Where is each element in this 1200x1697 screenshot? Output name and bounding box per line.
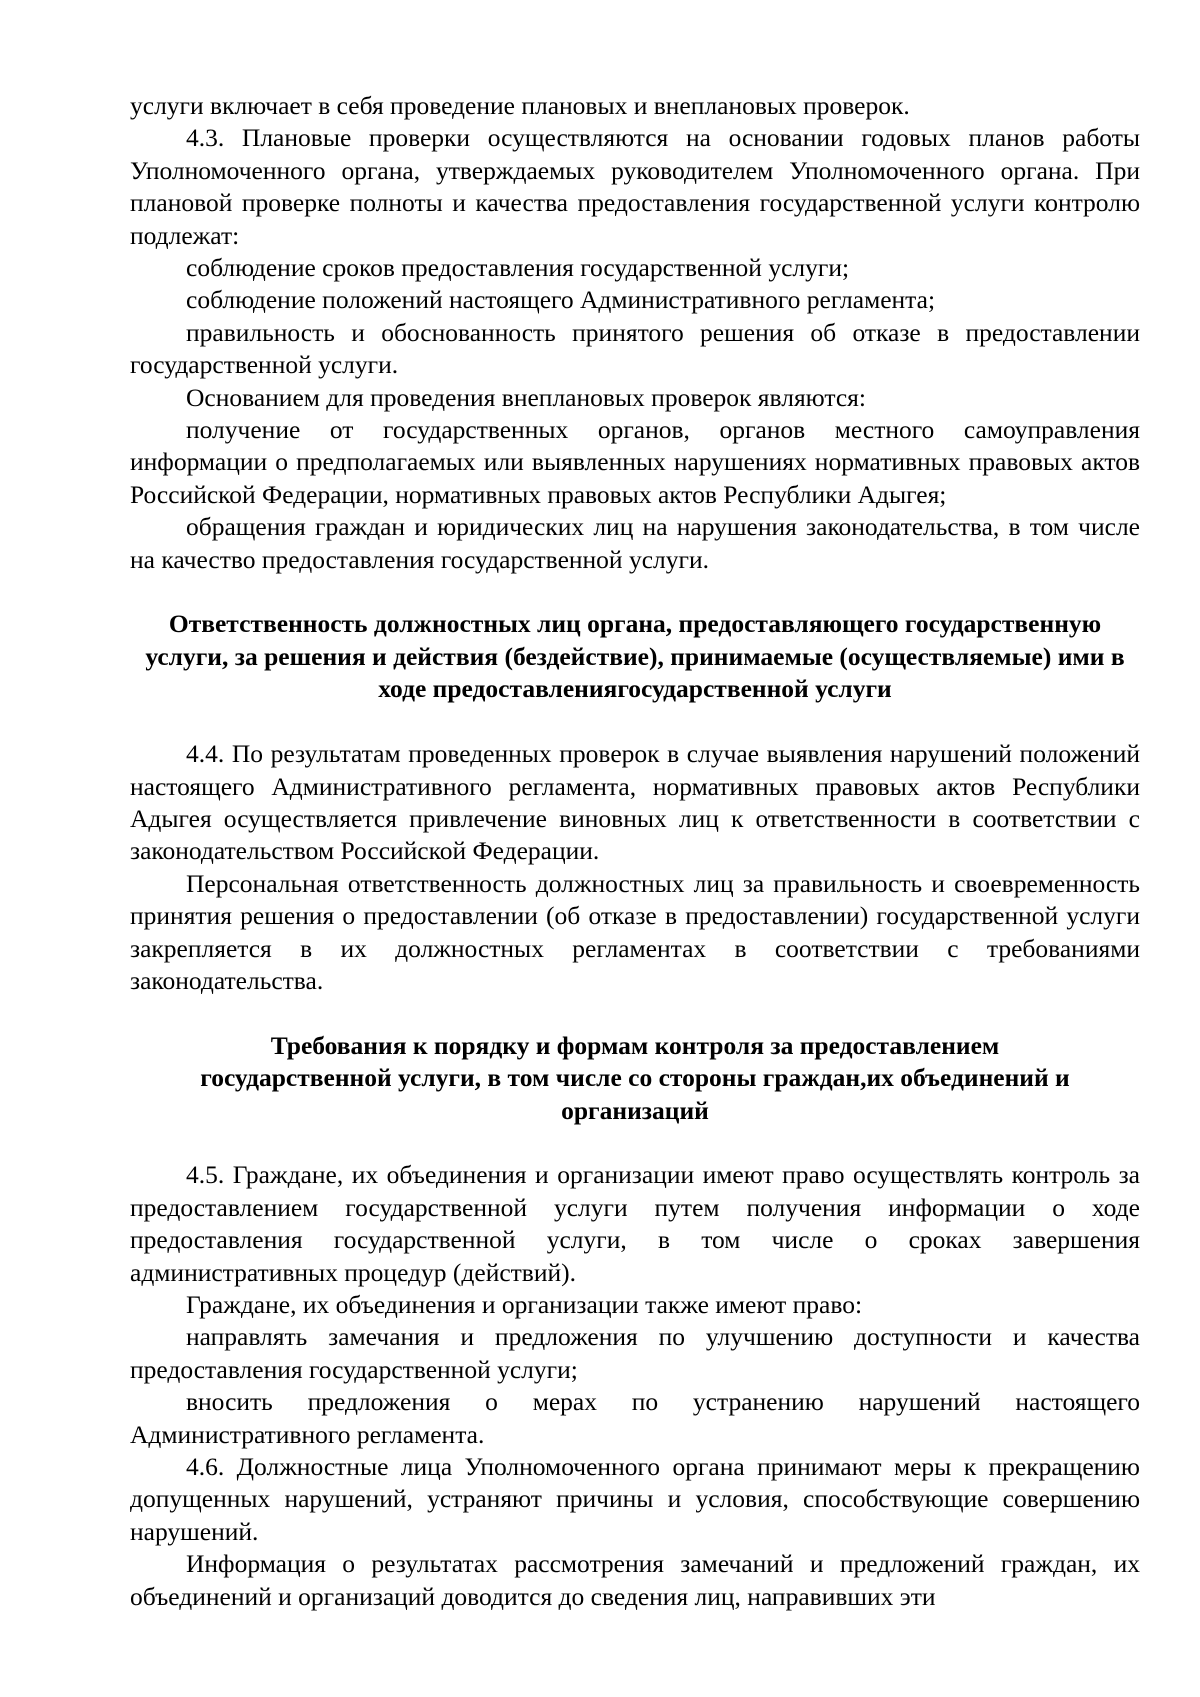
paragraph-personal-responsibility: Персональная ответственность должностных лиц за правильность и своевременность принятия решения о предоставлении (об отказе в предоставлении) государственной услуги закрепляется в их должностных регламентах в соответствии с требованиями законодательства. (130, 868, 1140, 995)
spacer (130, 997, 1140, 1029)
list-item-refusal-validity: правильность и обоснованность принятого решения об отказе в предоставлении государственной услуги. (130, 317, 1140, 380)
paragraph-results-info: Информация о результатах рассмотрения замечаний и предложений граждан, их объединений и организаций доводится до сведения лиц, направивших эти (130, 1549, 1140, 1611)
list-item-send-remarks: направлять замечания и предложения по улучшению доступности и качества предоставления государственной услуги; (130, 1322, 1140, 1384)
spacer (130, 1127, 1140, 1159)
list-item-deadlines: соблюдение сроков предоставления государственной услуги; (186, 253, 850, 283)
list-item-propose-measures: вносить предложения о мерах по устранению нарушений настоящего Административного регламента. (130, 1387, 1140, 1449)
spacer (130, 706, 1140, 738)
paragraph-citizen-rights: Граждане, их объединения и организации также имеют право: (186, 1289, 863, 1319)
document-page (130, 90, 1140, 1613)
paragraph-inspections-intro: услуги включает в себя проведение плановых и внеплановых проверок. (130, 91, 910, 120)
paragraph-unscheduled-grounds: Основанием для проведения внеплановых проверок являются: (186, 382, 866, 412)
list-item-citizen-appeals: обращения граждан и юридических лиц на нарушения законодательства, в том числе на качество предоставления государственной услуги. (130, 512, 1140, 574)
spacer (130, 576, 1140, 608)
paragraph-4-3: 4.3. Плановые проверки осуществляются на основании годовых планов работы Уполномоченного органа, утверждаемых руководителем Уполномоченного органа. При плановой проверке полноты и качества предоставления государственной услуги контролю подлежат: (130, 123, 1140, 250)
list-item-regulation-compliance: соблюдение положений настоящего Административного регламента; (186, 285, 936, 315)
section-heading-control-requirements: Требования к порядку и формам контроля за предоставлением государственной услуги, в том числе со стороны граждан,их объединений и организаций (200, 1030, 1070, 1125)
section-heading-responsibility: Ответственность должностных лиц органа, предоставляющего государственную услуги, за решения и действия (бездействие), принимаемые (осуществляемые) ими в ходе предоставлениягосударственной услуги (145, 609, 1125, 704)
paragraph-4-4: 4.4. По результатам проведенных проверок в случае выявления нарушений положений настоящего Административного регламента, нормативных правовых актов Республики Адыгея осуществляется привлечение виновных лиц к ответственности в соответствии с законодательством Российской Федерации. (130, 739, 1140, 866)
list-item-authority-info: получение от государственных органов, органов местного самоуправления информации о предполагаемых или выявленных нарушениях нормативных правовых актов Российской Федерации, нормативных правовых актов Республики Адыгея; (130, 415, 1140, 509)
paragraph-4-5: 4.5. Граждане, их объединения и организации имеют право осуществлять контроль за предоставлением государственной услуги путем получения информации о ходе предоставления государственной услуги, в том числе о сроках завершения административных процедур (действий). (130, 1160, 1140, 1287)
paragraph-4-6: 4.6. Должностные лица Уполномоченного органа принимают меры к прекращению допущенных нарушений, устраняют причины и условия, способствующие совершению нарушений. (130, 1452, 1140, 1546)
